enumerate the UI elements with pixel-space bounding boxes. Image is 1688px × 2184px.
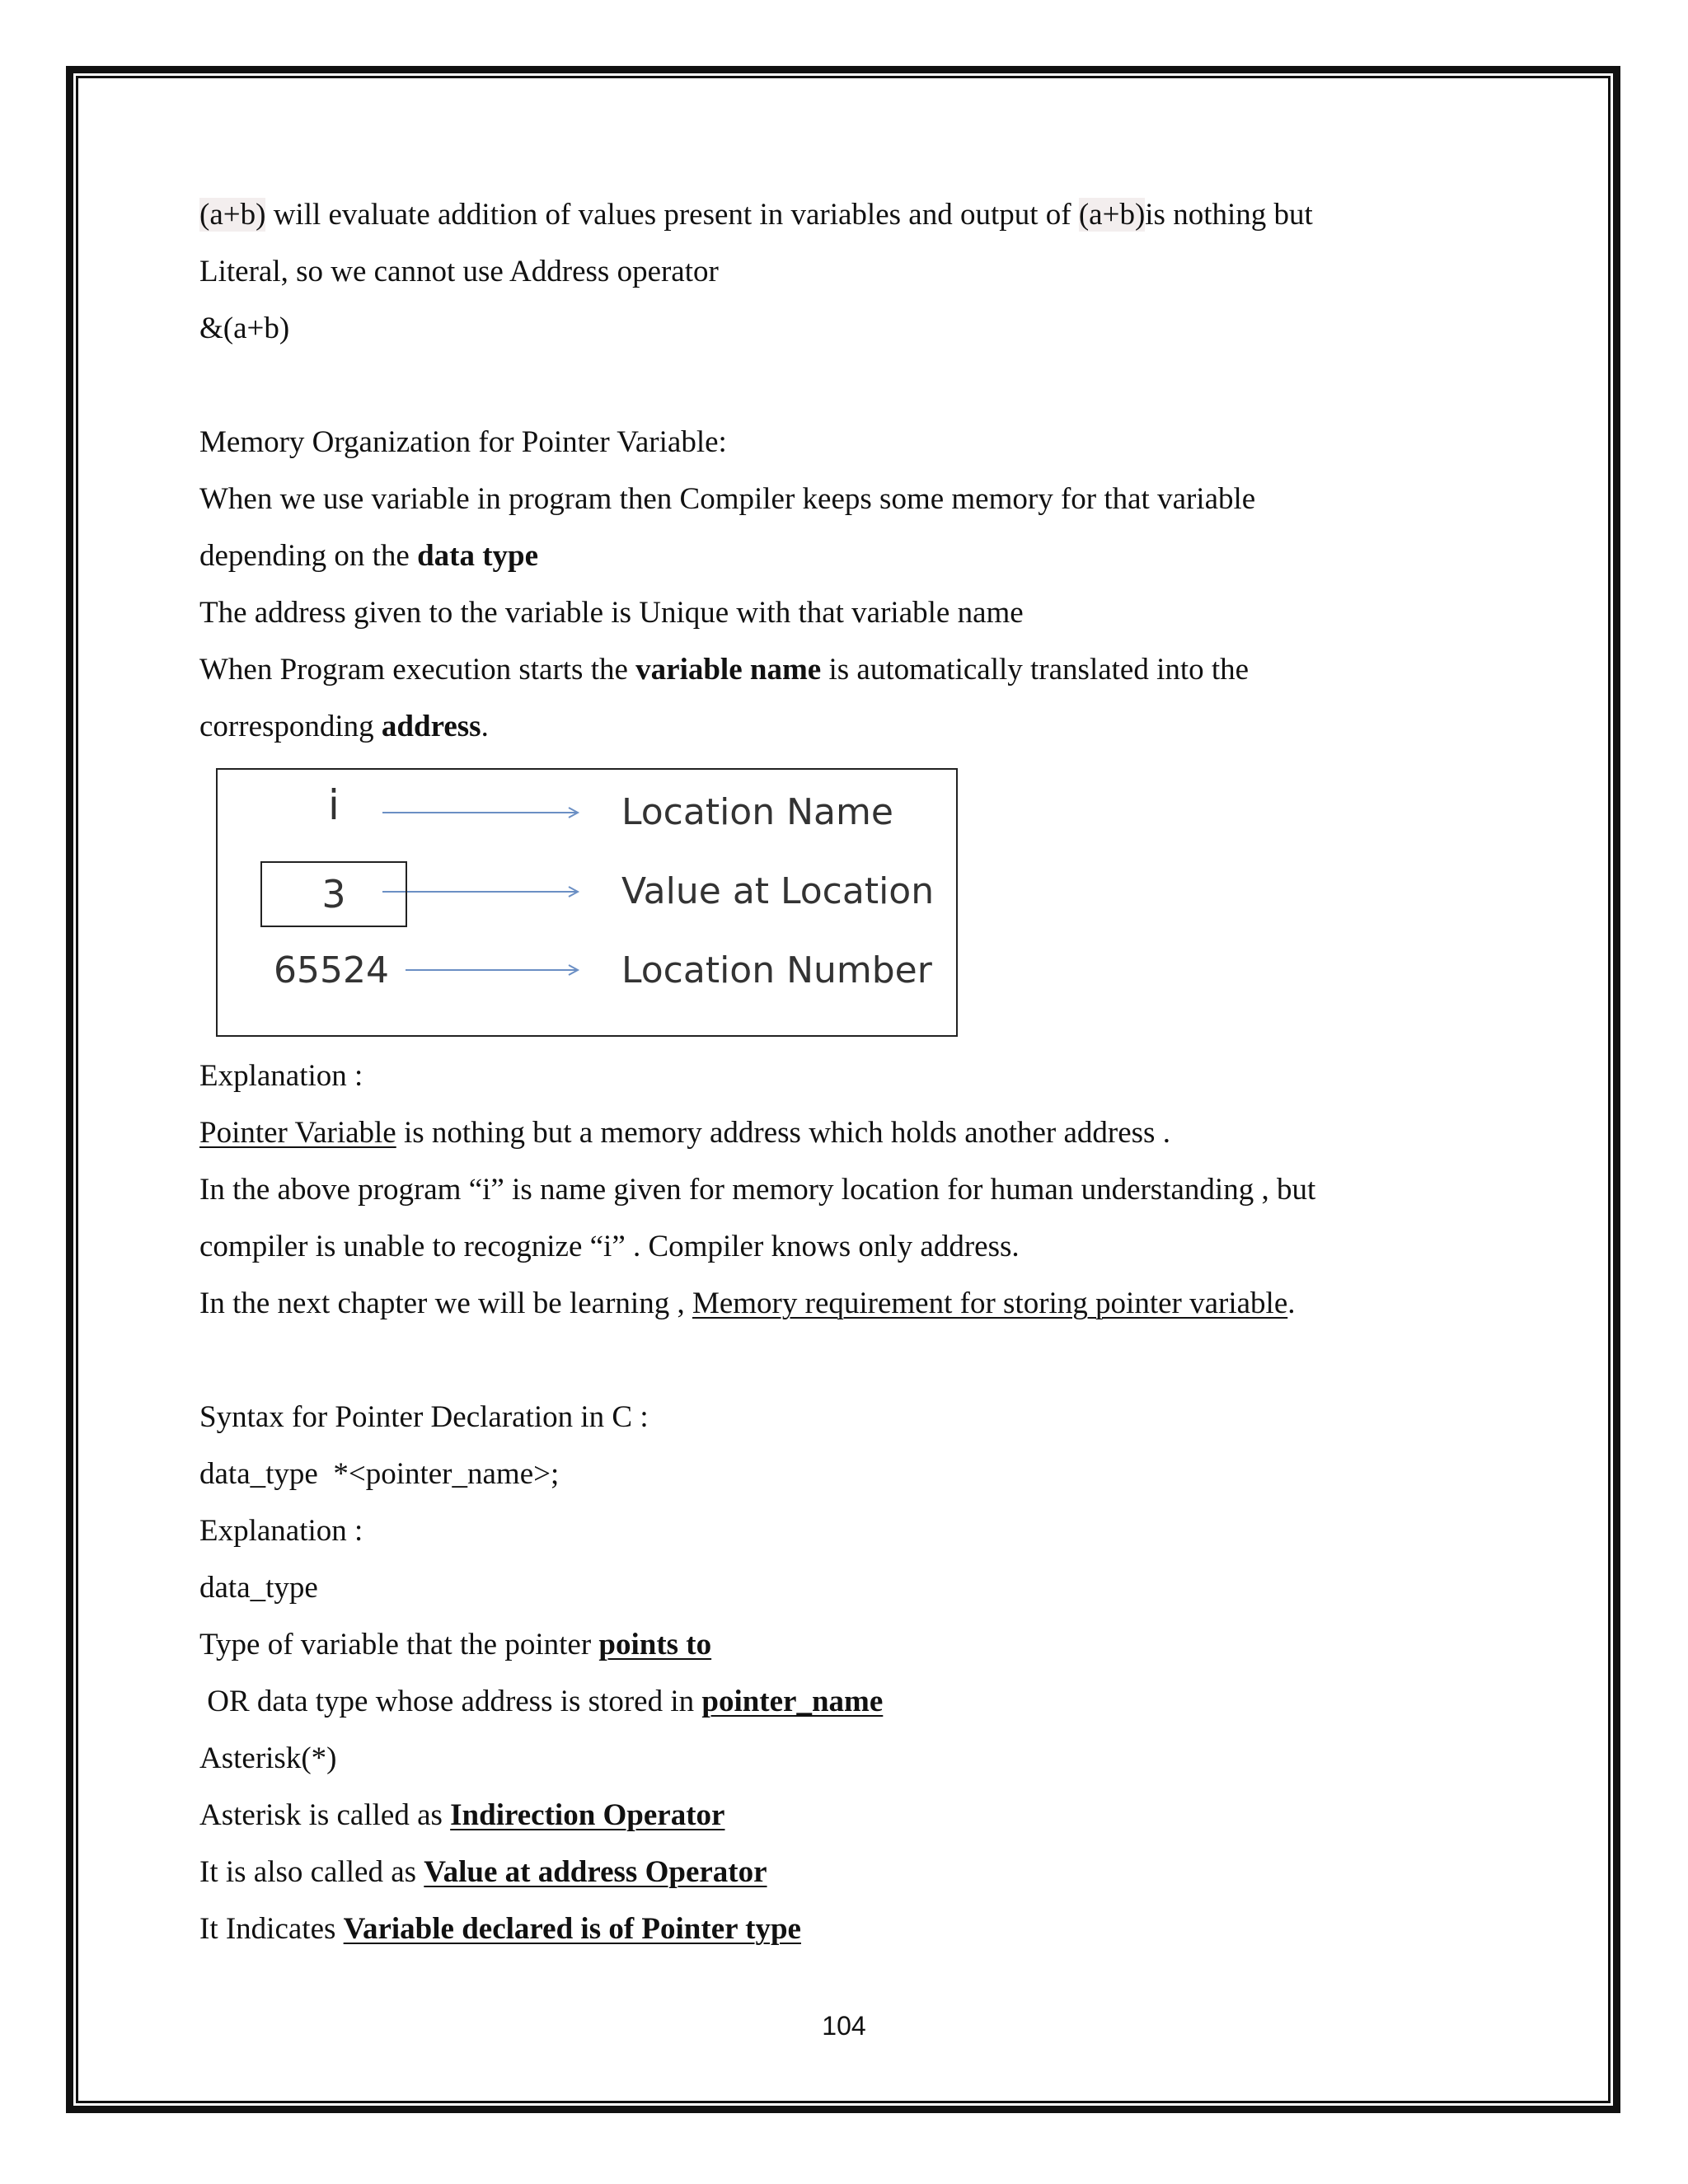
page-number: 104 bbox=[822, 2011, 866, 2041]
section-heading: Explanation : bbox=[199, 1514, 363, 1548]
blank-line bbox=[199, 357, 1485, 414]
bold-term: variable name bbox=[635, 653, 822, 687]
paragraph-line bbox=[199, 1616, 1485, 1673]
bold-underlined-term: points to bbox=[598, 1628, 712, 1661]
underlined-term: Pointer Variable bbox=[199, 1116, 396, 1150]
bold-underlined-term: pointer_name bbox=[701, 1685, 884, 1718]
label-value-at-location: Value at Location bbox=[621, 870, 935, 912]
paragraph-line bbox=[199, 1104, 1485, 1161]
paragraph-line bbox=[199, 1900, 1485, 1957]
paragraph-line: Literal, so we cannot use Address operator bbox=[199, 255, 719, 288]
paragraph-line bbox=[199, 641, 1485, 698]
paragraph-line bbox=[199, 527, 1485, 584]
underlined-term: Memory requirement for storing pointer variable bbox=[692, 1286, 1288, 1320]
text-segment: Asterisk is called as bbox=[199, 1798, 451, 1832]
paragraph-line bbox=[199, 698, 1485, 755]
paragraph-line: &(a+b) bbox=[199, 312, 290, 345]
text-segment: When Program execution starts the bbox=[199, 653, 636, 687]
text-segment: It Indicates bbox=[199, 1912, 344, 1946]
paragraph-line: The address given to the variable is Unique with that variable name bbox=[199, 596, 1024, 630]
memory-diagram bbox=[216, 768, 958, 1037]
text-segment: is nothing but a memory address which holds another address . bbox=[396, 1116, 1170, 1150]
text-segment: corresponding bbox=[199, 710, 382, 743]
syntax-line: data_type *<pointer_name>; bbox=[199, 1457, 560, 1491]
variable-name-i: i bbox=[328, 781, 340, 829]
expression-a-plus-b: (a+b) bbox=[199, 198, 266, 232]
section-heading: Explanation : bbox=[199, 1059, 363, 1093]
label-location-name: Location Name bbox=[621, 791, 893, 833]
value-box bbox=[260, 861, 407, 927]
term-heading: Asterisk(*) bbox=[199, 1741, 337, 1775]
bold-term: data type bbox=[417, 539, 539, 573]
bold-underlined-term: Value at address Operator bbox=[424, 1855, 767, 1889]
bold-underlined-term: Variable declared is of Pointer type bbox=[343, 1912, 801, 1946]
paragraph-line: compiler is unable to recognize “i” . Compiler knows only address. bbox=[199, 1230, 1020, 1263]
variable-address: 65524 bbox=[274, 949, 389, 991]
paragraph-line bbox=[199, 1673, 1485, 1730]
section-heading: Syntax for Pointer Declaration in C : bbox=[199, 1400, 649, 1434]
paragraph-line: In the above program “i” is name given for memory location for human understanding , but bbox=[199, 1173, 1316, 1207]
text-segment: will evaluate addition of values present in variables and output of bbox=[265, 198, 1079, 232]
blank-line bbox=[199, 1332, 1485, 1389]
text-segment: depending on the bbox=[199, 539, 418, 573]
text-segment: is nothing but bbox=[1145, 198, 1313, 232]
section-heading: Memory Organization for Pointer Variable: bbox=[199, 425, 727, 459]
text-segment: . bbox=[481, 710, 489, 743]
paragraph-line bbox=[199, 1844, 1485, 1900]
paragraph-line: When we use variable in program then Compiler keeps some memory for that variable bbox=[199, 482, 1256, 516]
text-segment: OR data type whose address is stored in bbox=[199, 1685, 702, 1718]
text-segment: . bbox=[1287, 1286, 1296, 1320]
text-segment: In the next chapter we will be learning , bbox=[199, 1286, 692, 1320]
text-segment: It is also called as bbox=[199, 1855, 424, 1889]
paragraph-line bbox=[199, 186, 1485, 243]
bold-underlined-term: Indirection Operator bbox=[450, 1798, 725, 1832]
text-segment: Type of variable that the pointer bbox=[199, 1628, 599, 1661]
page-content bbox=[199, 186, 1485, 1957]
paragraph-line bbox=[199, 1787, 1485, 1844]
bold-term: address bbox=[381, 710, 481, 743]
paragraph-line bbox=[199, 1275, 1485, 1332]
expression-a-plus-b: (a+b) bbox=[1078, 198, 1146, 232]
term-heading: data_type bbox=[199, 1571, 318, 1605]
variable-value: 3 bbox=[321, 872, 346, 916]
text-segment: is automatically translated into the bbox=[821, 653, 1250, 687]
label-location-number: Location Number bbox=[621, 949, 932, 991]
